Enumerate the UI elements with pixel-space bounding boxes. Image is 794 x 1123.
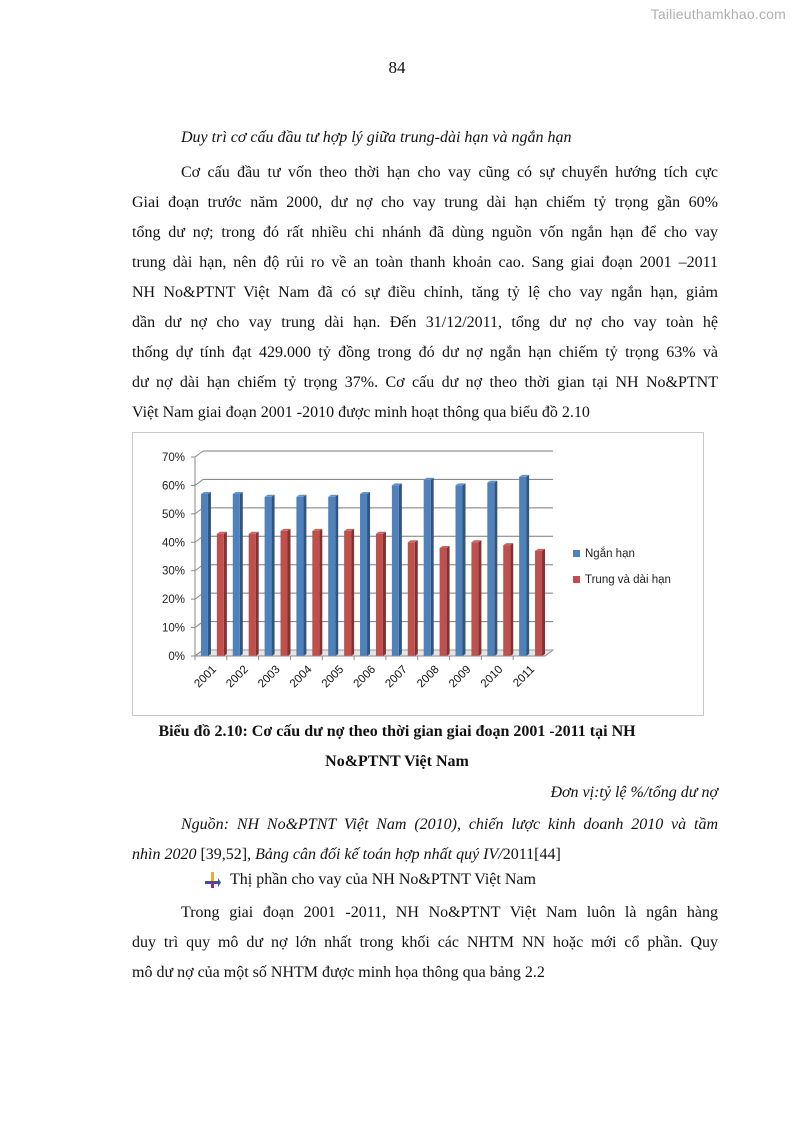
bar (249, 534, 256, 656)
bar (265, 497, 272, 656)
bar-side (494, 481, 497, 656)
bar-chart (133, 433, 703, 715)
bar-side (431, 478, 434, 656)
figure-caption-line-1: Biểu đồ 2.10: Cơ cấu dư nợ theo thời gian giai đoạn 2001 -2011 tại NH (158, 723, 636, 740)
source-line-1: Nguồn: NH No&PTNT Việt Nam (2010), chiến lược kinh doanh 2010 và tầm (181, 816, 718, 833)
figure-caption-line-2: No&PTNT Việt Nam (325, 753, 469, 770)
x-tick-label: 2009 (446, 663, 474, 691)
paragraph-1-line: trung dài hạn, nên độ rủi ro về an toàn thanh khoản cao. Sang giai đoạn 2001 –2011 (132, 254, 718, 271)
bar-side (542, 549, 545, 656)
bar (535, 551, 542, 656)
paragraph-2-line: duy trì quy mô dư nợ lớn nhất trong khối các NHTM NN hoặc mới cổ phần. Quy (132, 934, 718, 951)
paragraph-1-line: tổng dư nợ; trong đó rất nhiều chi nhánh đã dùng nguồn vốn ngắn hạn để cho vay (132, 224, 718, 241)
bar-side (335, 495, 338, 656)
page-number: 84 (388, 58, 406, 77)
bar-side (224, 532, 227, 656)
bar (281, 531, 288, 656)
paragraph-1-line: dư nợ dài hạn chiếm tỷ trọng 37%. Cơ cấu dư nợ theo thời gian tại NH No&PTNT (132, 374, 718, 391)
bar-side (415, 540, 418, 656)
source-line-2 (132, 840, 718, 870)
legend-label: Trung và dài hạn (585, 574, 671, 586)
bar-side (463, 483, 466, 656)
paragraph-1-line: thống dự tính đạt 429.000 tỷ đồng trong đó dư nợ ngắn hạn chiếm tỷ trọng 63% và (132, 344, 718, 361)
bar (312, 531, 319, 656)
paragraph-1-line: Cơ cấu đầu tư vốn theo thời hạn cho vay cũng có sự chuyển hướng tích cực (181, 164, 718, 181)
bullet-text: Thị phần cho vay của NH No&PTNT Việt Nam (230, 871, 536, 888)
bar-side (272, 495, 275, 656)
bullet-item (204, 871, 536, 889)
y-tick-label: 30% (161, 565, 185, 578)
source-ref-2: 2011[44] (502, 846, 561, 863)
bar (519, 477, 526, 656)
bar-side (399, 483, 402, 656)
legend-label: Ngắn hạn (585, 548, 635, 560)
source-italic-a: nhìn 2020 (132, 846, 197, 863)
watermark: Tailieuthamkhao.com (650, 6, 786, 22)
y-tick-label: 40% (161, 537, 185, 550)
gridline-depth (195, 451, 203, 457)
source-ref: [39,52], (196, 846, 256, 863)
bar-side (367, 492, 370, 656)
source-italic-c: Bảng cân đối kế toán hợp nhất quý IV/ (255, 846, 503, 863)
x-tick-label: 2003 (256, 663, 283, 691)
bar-side (256, 532, 259, 656)
bar (408, 542, 415, 656)
x-tick-label: 2007 (383, 663, 410, 691)
bar-side (510, 543, 513, 656)
paragraph-2 (132, 898, 718, 988)
y-tick-label: 20% (161, 594, 185, 607)
source-note (132, 810, 718, 870)
bar (471, 542, 478, 656)
bar-side (478, 540, 481, 656)
paragraph-2-line: mô dư nợ của một số NHTM được minh họa thông qua bảng 2.2 (132, 964, 545, 981)
bar (456, 485, 463, 656)
bar (376, 534, 383, 656)
bar-side (240, 492, 243, 656)
paragraph-1 (132, 158, 718, 428)
bar-side (208, 492, 211, 656)
x-tick-label: 2011 (511, 663, 538, 690)
bar (503, 545, 510, 656)
paragraph-1-line: Việt Nam giai đoạn 2001 -2010 được minh hoạt thông qua biểu đồ 2.10 (132, 404, 590, 421)
bar (360, 494, 367, 656)
y-tick-label: 0% (168, 651, 185, 663)
bar-side (303, 495, 306, 656)
legend-swatch (573, 550, 580, 557)
bar (201, 494, 208, 656)
unit-note: Đơn vị:tỷ lệ %/tổng dư nợ (550, 784, 718, 801)
x-tick-label: 2008 (415, 663, 442, 691)
bar (328, 497, 335, 656)
legend-swatch (573, 576, 580, 583)
paragraph-1-line: dần dư nợ cho vay trung dài hạn. Đến 31/12/2011, tổng dư nợ cho vay toàn hệ (132, 314, 718, 331)
x-tick-label: 2004 (287, 663, 315, 691)
paragraph-2-line: Trong giai đoạn 2001 -2011, NH No&PTNT Việt Nam luôn là ngân hàng (181, 904, 718, 921)
x-tick-label: 2001 (192, 663, 220, 691)
y-tick-label: 60% (161, 480, 185, 493)
y-tick-label: 10% (161, 622, 185, 635)
x-tick-label: 2005 (319, 663, 347, 691)
bar-side (383, 532, 386, 656)
arrow-bullet-icon (204, 871, 222, 889)
y-tick-label: 50% (161, 508, 185, 521)
bar (217, 534, 224, 656)
bar (392, 485, 399, 656)
bar (233, 494, 240, 656)
x-tick-label: 2002 (224, 663, 251, 691)
bar (296, 497, 303, 656)
chart-frame (132, 432, 704, 716)
section-heading: Duy trì cơ cấu đầu tư hợp lý giữa trung-dài hạn và ngắn hạn (181, 129, 572, 146)
bar-side (447, 546, 450, 656)
gridline-depth (195, 479, 203, 485)
bar-side (351, 529, 354, 656)
paragraph-1-line: Giai đoạn trước năm 2000, dư nợ cho vay trung dài hạn chiếm tỷ trọng gần 60% (132, 194, 718, 211)
bar (440, 548, 447, 656)
bar-side (288, 529, 291, 656)
bar-side (526, 475, 529, 656)
bar-side (319, 529, 322, 656)
bar (344, 531, 351, 656)
bar (487, 483, 494, 656)
y-tick-label: 70% (161, 452, 185, 464)
x-tick-label: 2006 (351, 663, 379, 691)
bar (424, 480, 431, 656)
x-tick-label: 2010 (478, 663, 506, 691)
paragraph-1-line: NH No&PTNT Việt Nam đã có sự điều chỉnh, tăng tỷ lệ cho vay ngắn hạn, giảm (132, 284, 718, 301)
